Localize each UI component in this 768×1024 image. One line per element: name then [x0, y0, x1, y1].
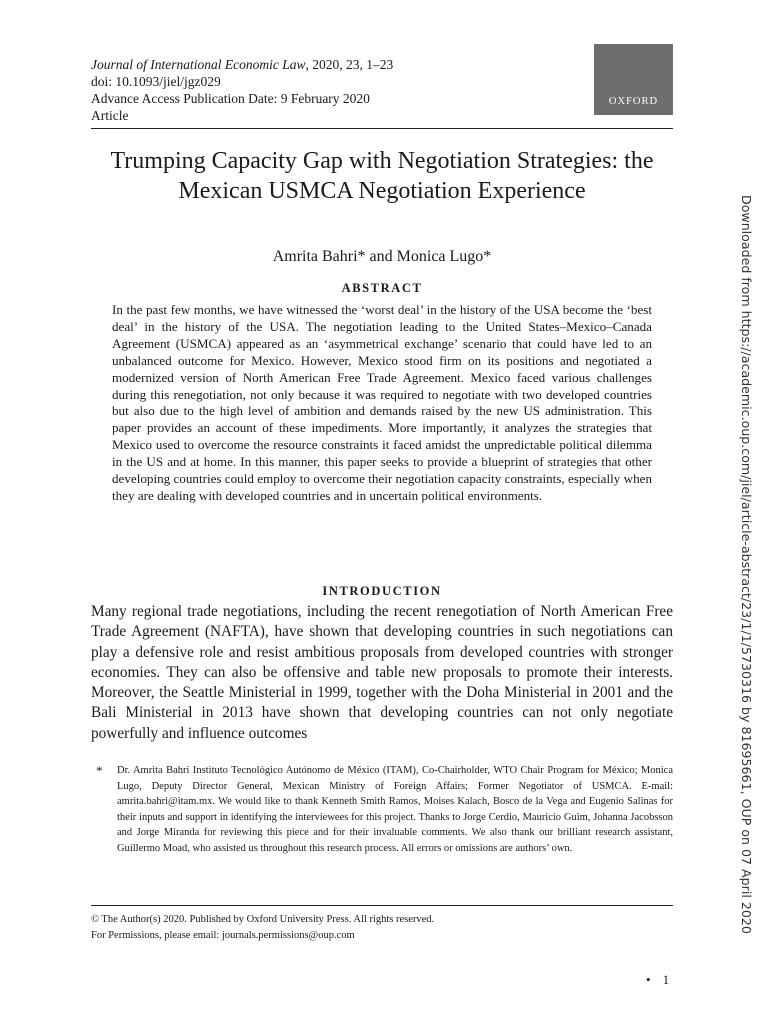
footnote-text: Dr. Amrita Bahri Instituto Tecnológico Autónomo de México (ITAM), Co-Chairholder, WTO Chair Program for México; Monica Lugo, Deputy Director General, Mexican Ministry of Foreign Affairs; Former Negotiator of USMCA. E-mail: amrita.bahri@itam.mx. We would like to thank Kenneth Smith Ramos, Moises Kalach, Bosco de la Vega and Eugenio Salinas for their inputs and support in identifying the interviewees for this project. Thanks to Jorge Cerdio, Mauricio Guim, Johanna Jacobsson and Jorge Miranda for reviewing this piece and for their invaluable comments. We also thank our brilliant research assistant, Guillermo Moad, who assisted us throughout this research process. All errors or omissions are authors’ own.: [117, 765, 673, 854]
abstract-heading: ABSTRACT: [341, 281, 423, 295]
article-type: Article: [91, 108, 129, 123]
authors: Amrita Bahri* and Monica Lugo*: [272, 248, 492, 265]
download-watermark: [738, 195, 758, 934]
download-watermark-text: Downloaded from https://academic.oup.com/jiel/article-abstract/23/1/1/5730316 by 81695661, OUP on 07 April 2020: [739, 195, 754, 934]
publication-date: Advance Access Publication Date: 9 February 2020: [91, 91, 370, 106]
page-number-value: 1: [662, 972, 670, 987]
page-bullet: •: [646, 972, 651, 987]
journal-name[interactable]: Journal of International Economic Law: [91, 57, 306, 72]
introduction-text: Many regional trade negotiations, including the recent renegotiation of North American Free Trade Agreement (NAFTA), have shown that developing countries in such negotiations can play a defensive role and resist ambitious proposals from developed countries with stronger economies. They can also be offensive and table new proposals to promote their interests. Moreover, the Seattle Ministerial in 1999, together with the Doha Ministerial in 2001 and the Bali Ministerial in 2013 have shown that developing countries can not only negotiate powerfully and influence outcomes: [91, 603, 673, 742]
introduction-heading: INTRODUCTION: [322, 584, 442, 598]
permissions-line[interactable]: For Permissions, please email: journals.permissions@oup.com: [91, 929, 355, 941]
journal-header: [91, 56, 511, 124]
footnote-marker: *: [96, 763, 103, 778]
footer-divider: [91, 905, 673, 906]
copyright-line: © The Author(s) 2020. Published by Oxford University Press. All rights reserved.: [91, 914, 435, 925]
header-divider: [91, 128, 673, 129]
journal-citation: [91, 56, 511, 73]
doi[interactable]: doi: 10.1093/jiel/jgz029: [91, 74, 221, 89]
oxford-logo-text: OXFORD: [608, 96, 659, 107]
journal-volume: , 2020, 23, 1–23: [305, 57, 394, 72]
page-number: [646, 972, 669, 988]
copyright-notice: [91, 912, 673, 943]
article-title: Trumping Capacity Gap with Negotiation Strategies: the Mexican USMCA Negotiation Experience: [110, 148, 654, 204]
oxford-logo[interactable]: [594, 44, 673, 115]
abstract-text: In the past few months, we have witnessed the ‘worst deal’ in the history of the USA become the ‘best deal’ in the history of the USA. The negotiation leading to the United States–Mexico–Canada Agreement (USMCA) appeared as an ‘asymmetrical exchange’ scenario that could have led to an unbalanced outcome for Mexico. However, Mexico stood firm on its positions and negotiated a modernized version of North American Free Trade Agreement. Mexico faced various challenges during this renegotiation, not only because it was required to negotiate with two developed countries but also due to the high level of ambition and demands raised by the new US administration. This paper provides an account of these impediments. More importantly, it analyzes the strategies that Mexico used to overcome the resource constraints it faced amidst the unpredictable political dilemma in the US and at home. In this manner, this paper seeks to provide a blueprint of strategies that other developing countries could employ to overcome their negotiation capacity constraints, especially when they are dealing with developed countries and in uncertain political environments.: [112, 302, 652, 503]
author-footnote: [91, 763, 673, 856]
